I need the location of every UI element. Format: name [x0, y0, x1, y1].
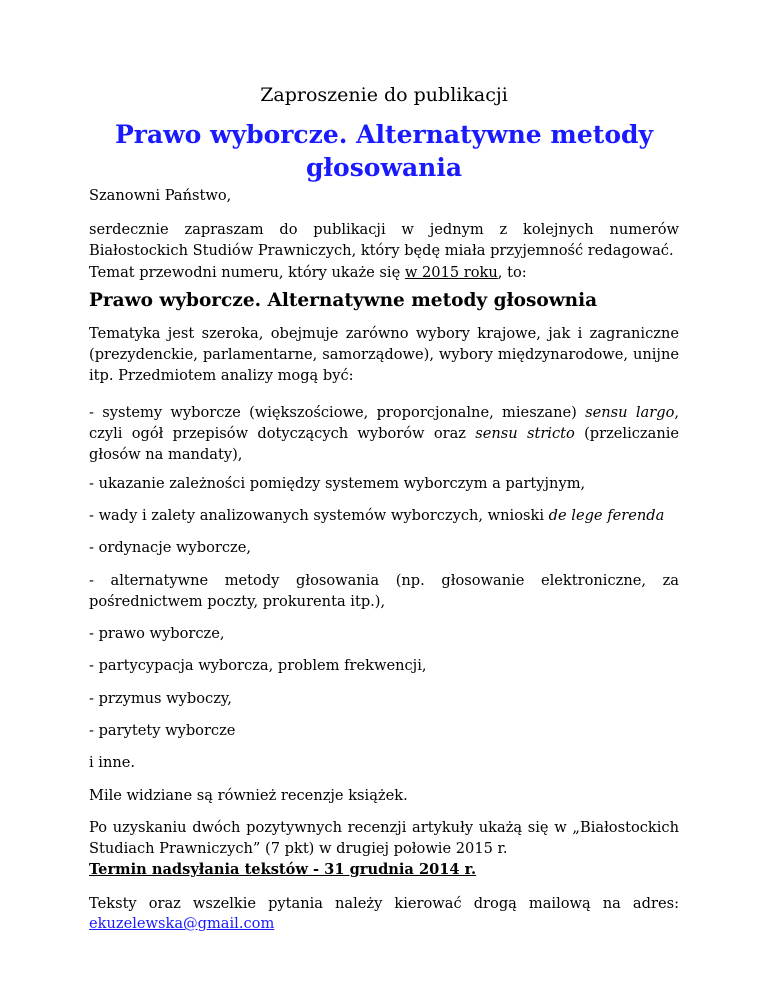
- submission-deadline: Termin nadsyłania tekstów - 31 grudnia 2014 r.: [89, 861, 477, 878]
- invitation-paragraph: serdecznie zapraszam do publikacji w jednym z kolejnych numerów Białostockich Studiów Prawniczych, który będę miała przyjemność redagować.: [89, 221, 679, 259]
- topic-intro: [89, 262, 679, 283]
- item-text: (przeliczanie głosów na mandaty),: [89, 425, 680, 463]
- topic-intro-text: Temat przewodni numeru, który ukaże się: [89, 264, 405, 281]
- topic-heading: Prawo wyborcze. Alternatywne metody głosownia: [89, 290, 598, 311]
- document-supertitle: Zaproszenie do publikacji: [260, 84, 508, 106]
- list-item: - przymus wyboczy,: [89, 690, 232, 707]
- list-item: [89, 505, 679, 526]
- greeting: Szanowni Państwo,: [89, 187, 232, 204]
- item-text: , czyli ogół przepisów dotyczących wyborów oraz: [89, 404, 679, 442]
- latin-term: sensu largo: [585, 404, 675, 421]
- reviews-line: Mile widziane są również recenzje książek.: [89, 787, 408, 804]
- topic-intro-end: , to:: [497, 264, 527, 281]
- title-line-1: Prawo wyborcze. Alternatywne metody: [114, 120, 654, 149]
- contact-line: Teksty oraz wszelkie pytania należy kierować drogą mailową na adres:: [89, 895, 679, 912]
- title-line-2: głosowania: [305, 153, 463, 182]
- latin-term: de lege ferenda: [548, 507, 665, 524]
- list-item: - ordynacje wyborcze,: [89, 539, 251, 556]
- email-link[interactable]: ekuzelewska@gmail.com: [89, 915, 275, 932]
- item-text: - systemy wyborcze (większościowe, proporcjonalne, mieszane): [89, 404, 586, 421]
- list-item: - partycypacja wyborcza, problem frekwencji,: [89, 657, 427, 674]
- list-item: - ukazanie zależności pomiędzy systemem wyborczym a partyjnym,: [89, 475, 586, 492]
- latin-term: sensu stricto: [475, 425, 575, 442]
- list-item: [89, 402, 679, 465]
- scope-paragraph: Tematyka jest szeroka, obejmuje zarówno wybory krajowe, jak i zagraniczne (prezydenckie, parlamentarne, samorządowe), wybory międzynarodowe, unijne itp. Przedmiotem analizy mogą być:: [89, 325, 679, 384]
- item-text: - wady i zalety analizowanych systemów wyborczych, wnioski: [89, 507, 549, 524]
- list-item: - prawo wyborcze,: [89, 625, 225, 642]
- publication-paragraph: Po uzyskaniu dwóch pozytywnych recenzji artykuły ukażą się w „Białostockich Studiach Prawniczych” (7 pkt) w drugiej połowie 2015 r.: [89, 819, 679, 857]
- document-title: [110, 118, 658, 184]
- others-line: i inne.: [89, 754, 136, 771]
- publication-year: w 2015 roku: [404, 264, 498, 281]
- list-item: - parytety wyborcze: [89, 722, 236, 739]
- list-item: - alternatywne metody głosowania (np. głosowanie elektroniczne, za pośrednictwem poczty, prokurenta itp.),: [89, 572, 679, 610]
